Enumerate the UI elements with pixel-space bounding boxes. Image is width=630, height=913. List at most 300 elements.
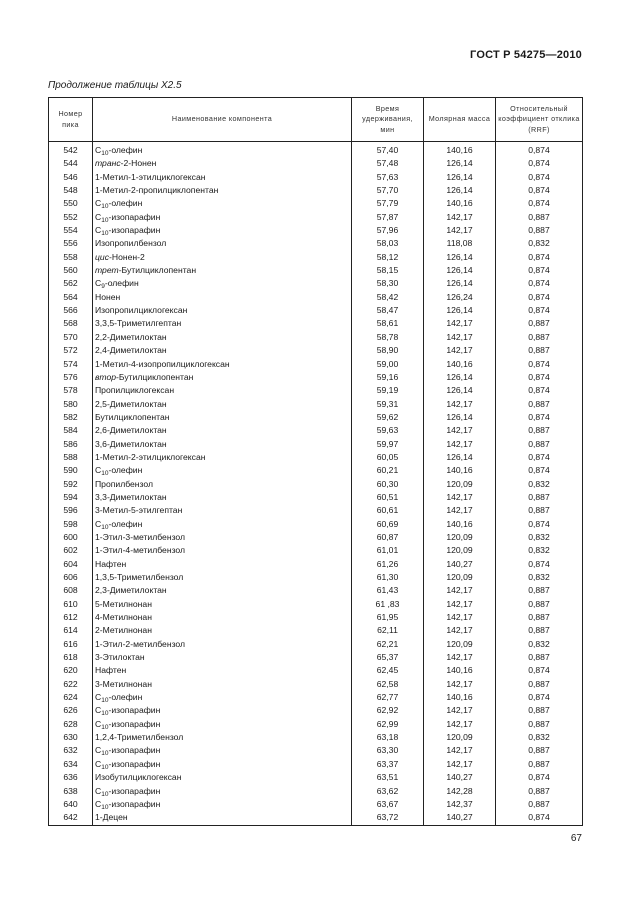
component-name-cell: 1,3,5-Триметилбензол xyxy=(93,571,352,584)
peak-number-cell: 576 xyxy=(49,371,93,384)
component-name-cell: $C_{10}$-изопарафин xyxy=(93,744,352,757)
peak-number-cell: 622 xyxy=(49,678,93,691)
rrf-cell: 0,887 xyxy=(496,491,583,504)
components-table xyxy=(48,97,583,826)
component-name-cell: 3-Метил-5-этилгептан xyxy=(93,504,352,517)
component-name-cell: Изобутилциклогексан xyxy=(93,771,352,784)
table-row xyxy=(49,744,583,757)
molar-mass-cell: 140,16 xyxy=(424,464,496,477)
column-header-component-name: Наименование компонента xyxy=(93,98,352,142)
peak-number-cell: 548 xyxy=(49,184,93,197)
retention-time-cell: 57,79 xyxy=(352,197,424,210)
table-row xyxy=(49,398,583,411)
table-row xyxy=(49,157,583,170)
peak-number-cell: 642 xyxy=(49,811,93,825)
peak-number-cell: 562 xyxy=(49,277,93,290)
molar-mass-cell: 142,17 xyxy=(424,224,496,237)
molar-mass-cell: 126,14 xyxy=(424,384,496,397)
retention-time-cell: 58,12 xyxy=(352,251,424,264)
peak-number-cell: 546 xyxy=(49,171,93,184)
component-name-cell: 2,3-Диметилоктан xyxy=(93,584,352,597)
retention-time-cell: 58,61 xyxy=(352,317,424,330)
rrf-cell: 0,874 xyxy=(496,142,583,158)
table-row xyxy=(49,184,583,197)
component-name-cell: трет-Бутилциклопентан xyxy=(93,264,352,277)
table-row xyxy=(49,651,583,664)
molar-mass-cell: 140,27 xyxy=(424,811,496,825)
molar-mass-cell: 120,09 xyxy=(424,478,496,491)
table-row xyxy=(49,571,583,584)
retention-time-cell: 60,51 xyxy=(352,491,424,504)
component-name-cell: втор-Бутилциклопентан xyxy=(93,371,352,384)
peak-number-cell: 592 xyxy=(49,478,93,491)
rrf-cell: 0,874 xyxy=(496,358,583,371)
peak-number-cell: 582 xyxy=(49,411,93,424)
retention-time-cell: 59,97 xyxy=(352,438,424,451)
molar-mass-cell: 126,14 xyxy=(424,304,496,317)
retention-time-cell: 59,31 xyxy=(352,398,424,411)
rrf-cell: 0,887 xyxy=(496,758,583,771)
table-row xyxy=(49,558,583,571)
component-name-cell: 3-Метилнонан xyxy=(93,678,352,691)
table-row xyxy=(49,211,583,224)
molar-mass-cell: 120,09 xyxy=(424,571,496,584)
molar-mass-cell: 140,27 xyxy=(424,558,496,571)
rrf-cell: 0,874 xyxy=(496,157,583,170)
component-name-cell: 1-Этил-3-метилбензол xyxy=(93,531,352,544)
rrf-cell: 0,887 xyxy=(496,624,583,637)
molar-mass-cell: 142,17 xyxy=(424,678,496,691)
retention-time-cell: 61 ,83 xyxy=(352,598,424,611)
rrf-cell: 0,887 xyxy=(496,438,583,451)
molar-mass-cell: 142,17 xyxy=(424,504,496,517)
retention-time-cell: 63,62 xyxy=(352,785,424,798)
table-row xyxy=(49,304,583,317)
table-row xyxy=(49,638,583,651)
molar-mass-cell: 118,08 xyxy=(424,237,496,250)
retention-time-cell: 57,87 xyxy=(352,211,424,224)
table-row xyxy=(49,598,583,611)
peak-number-cell: 568 xyxy=(49,317,93,330)
peak-number-cell: 552 xyxy=(49,211,93,224)
molar-mass-cell: 142,17 xyxy=(424,704,496,717)
molar-mass-cell: 140,16 xyxy=(424,358,496,371)
peak-number-cell: 618 xyxy=(49,651,93,664)
table-row xyxy=(49,771,583,784)
retention-time-cell: 61,30 xyxy=(352,571,424,584)
retention-time-cell: 59,62 xyxy=(352,411,424,424)
molar-mass-cell: 142,17 xyxy=(424,611,496,624)
molar-mass-cell: 142,17 xyxy=(424,584,496,597)
peak-number-cell: 580 xyxy=(49,398,93,411)
table-row xyxy=(49,691,583,704)
rrf-cell: 0,874 xyxy=(496,251,583,264)
rrf-cell: 0,887 xyxy=(496,651,583,664)
peak-number-cell: 600 xyxy=(49,531,93,544)
retention-time-cell: 59,16 xyxy=(352,371,424,384)
component-name-cell: 4-Метилнонан xyxy=(93,611,352,624)
component-name-cell: 2,2-Диметилоктан xyxy=(93,331,352,344)
peak-number-cell: 608 xyxy=(49,584,93,597)
table-row xyxy=(49,718,583,731)
column-header-peak-number: Номер пика xyxy=(49,98,93,142)
peak-number-cell: 584 xyxy=(49,424,93,437)
component-name-cell: 2,4-Диметилоктан xyxy=(93,344,352,357)
retention-time-cell: 65,37 xyxy=(352,651,424,664)
peak-number-cell: 620 xyxy=(49,664,93,677)
retention-time-cell: 63,67 xyxy=(352,798,424,811)
molar-mass-cell: 140,27 xyxy=(424,771,496,784)
table-row xyxy=(49,224,583,237)
component-name-cell: $C_{10}$-олефин xyxy=(93,518,352,531)
rrf-cell: 0,874 xyxy=(496,371,583,384)
peak-number-cell: 554 xyxy=(49,224,93,237)
retention-time-cell: 57,96 xyxy=(352,224,424,237)
component-name-cell: 3-Этилоктан xyxy=(93,651,352,664)
rrf-cell: 0,887 xyxy=(496,798,583,811)
table-row xyxy=(49,678,583,691)
peak-number-cell: 602 xyxy=(49,544,93,557)
molar-mass-cell: 140,16 xyxy=(424,691,496,704)
component-name-cell: 2,5-Диметилоктан xyxy=(93,398,352,411)
peak-number-cell: 640 xyxy=(49,798,93,811)
rrf-cell: 0,887 xyxy=(496,611,583,624)
rrf-cell: 0,874 xyxy=(496,811,583,825)
molar-mass-cell: 142,17 xyxy=(424,718,496,731)
table-row xyxy=(49,664,583,677)
component-name-cell: 1-Метил-2-этилциклогексан xyxy=(93,451,352,464)
retention-time-cell: 58,03 xyxy=(352,237,424,250)
peak-number-cell: 566 xyxy=(49,304,93,317)
rrf-cell: 0,874 xyxy=(496,304,583,317)
molar-mass-cell: 120,09 xyxy=(424,638,496,651)
retention-time-cell: 57,63 xyxy=(352,171,424,184)
rrf-cell: 0,887 xyxy=(496,678,583,691)
component-name-cell: 1,2,4-Триметилбензол xyxy=(93,731,352,744)
rrf-cell: 0,832 xyxy=(496,478,583,491)
component-name-cell: $C_{10}$-изопарафин xyxy=(93,224,352,237)
table-row xyxy=(49,438,583,451)
retention-time-cell: 63,72 xyxy=(352,811,424,825)
component-name-cell: 1-Децен xyxy=(93,811,352,825)
molar-mass-cell: 142,17 xyxy=(424,438,496,451)
molar-mass-cell: 126,14 xyxy=(424,371,496,384)
retention-time-cell: 59,63 xyxy=(352,424,424,437)
rrf-cell: 0,874 xyxy=(496,277,583,290)
peak-number-cell: 564 xyxy=(49,291,93,304)
molar-mass-cell: 142,17 xyxy=(424,598,496,611)
peak-number-cell: 560 xyxy=(49,264,93,277)
retention-time-cell: 62,11 xyxy=(352,624,424,637)
retention-time-cell: 61,95 xyxy=(352,611,424,624)
retention-time-cell: 63,30 xyxy=(352,744,424,757)
rrf-cell: 0,874 xyxy=(496,384,583,397)
retention-time-cell: 60,87 xyxy=(352,531,424,544)
peak-number-cell: 610 xyxy=(49,598,93,611)
component-name-cell: Пропилбензол xyxy=(93,478,352,491)
retention-time-cell: 62,92 xyxy=(352,704,424,717)
component-name-cell: 5-Метилнонан xyxy=(93,598,352,611)
molar-mass-cell: 142,17 xyxy=(424,651,496,664)
peak-number-cell: 570 xyxy=(49,331,93,344)
peak-number-cell: 624 xyxy=(49,691,93,704)
component-name-cell: 1-Метил-1-этилциклогексан xyxy=(93,171,352,184)
table-row xyxy=(49,237,583,250)
molar-mass-cell: 142,37 xyxy=(424,798,496,811)
table-row xyxy=(49,371,583,384)
retention-time-cell: 61,01 xyxy=(352,544,424,557)
retention-time-cell: 58,30 xyxy=(352,277,424,290)
component-name-cell: $C_{10}$-олефин xyxy=(93,464,352,477)
rrf-cell: 0,887 xyxy=(496,718,583,731)
table-row xyxy=(49,798,583,811)
retention-time-cell: 57,70 xyxy=(352,184,424,197)
rrf-cell: 0,887 xyxy=(496,584,583,597)
table-row xyxy=(49,584,583,597)
component-name-cell: 2-Метилнонан xyxy=(93,624,352,637)
component-name-cell: 1-Метил-4-изопропилциклогексан xyxy=(93,358,352,371)
table-row xyxy=(49,197,583,210)
page-number: 67 xyxy=(570,833,582,844)
molar-mass-cell: 142,17 xyxy=(424,344,496,357)
peak-number-cell: 550 xyxy=(49,197,93,210)
component-name-cell: Нафтен xyxy=(93,664,352,677)
rrf-cell: 0,874 xyxy=(496,691,583,704)
component-name-cell: транс-2-Нонен xyxy=(93,157,352,170)
component-name-cell: 3,6-Диметилоктан xyxy=(93,438,352,451)
retention-time-cell: 57,40 xyxy=(352,142,424,158)
molar-mass-cell: 126,14 xyxy=(424,251,496,264)
table-row xyxy=(49,491,583,504)
component-name-cell: $C_{10}$-олефин xyxy=(93,691,352,704)
rrf-cell: 0,874 xyxy=(496,291,583,304)
peak-number-cell: 634 xyxy=(49,758,93,771)
rrf-cell: 0,832 xyxy=(496,531,583,544)
molar-mass-cell: 142,28 xyxy=(424,785,496,798)
component-name-cell: $C_{10}$-олефин xyxy=(93,197,352,210)
rrf-cell: 0,874 xyxy=(496,771,583,784)
rrf-cell: 0,874 xyxy=(496,558,583,571)
column-header-rrf: Относительный коэффициент отклика (RRF) xyxy=(496,98,583,142)
rrf-cell: 0,874 xyxy=(496,664,583,677)
peak-number-cell: 590 xyxy=(49,464,93,477)
component-name-cell: 3,3-Диметилоктан xyxy=(93,491,352,504)
peak-number-cell: 586 xyxy=(49,438,93,451)
rrf-cell: 0,874 xyxy=(496,518,583,531)
table-body xyxy=(49,142,583,826)
table-row xyxy=(49,704,583,717)
retention-time-cell: 63,18 xyxy=(352,731,424,744)
table-row xyxy=(49,518,583,531)
table-row xyxy=(49,142,583,158)
rrf-cell: 0,887 xyxy=(496,598,583,611)
table-row xyxy=(49,611,583,624)
molar-mass-cell: 142,17 xyxy=(424,491,496,504)
peak-number-cell: 558 xyxy=(49,251,93,264)
molar-mass-cell: 120,09 xyxy=(424,544,496,557)
rrf-cell: 0,874 xyxy=(496,264,583,277)
retention-time-cell: 59,00 xyxy=(352,358,424,371)
rrf-cell: 0,832 xyxy=(496,731,583,744)
molar-mass-cell: 142,17 xyxy=(424,624,496,637)
table-row xyxy=(49,291,583,304)
table-row xyxy=(49,731,583,744)
peak-number-cell: 556 xyxy=(49,237,93,250)
peak-number-cell: 630 xyxy=(49,731,93,744)
molar-mass-cell: 142,17 xyxy=(424,331,496,344)
table-row xyxy=(49,277,583,290)
rrf-cell: 0,832 xyxy=(496,571,583,584)
peak-number-cell: 626 xyxy=(49,704,93,717)
retention-time-cell: 63,37 xyxy=(352,758,424,771)
retention-time-cell: 58,42 xyxy=(352,291,424,304)
peak-number-cell: 544 xyxy=(49,157,93,170)
retention-time-cell: 62,21 xyxy=(352,638,424,651)
table-row xyxy=(49,358,583,371)
component-name-cell: 1-Этил-4-метилбензол xyxy=(93,544,352,557)
peak-number-cell: 594 xyxy=(49,491,93,504)
retention-time-cell: 63,51 xyxy=(352,771,424,784)
peak-number-cell: 632 xyxy=(49,744,93,757)
peak-number-cell: 572 xyxy=(49,344,93,357)
molar-mass-cell: 142,17 xyxy=(424,758,496,771)
retention-time-cell: 62,77 xyxy=(352,691,424,704)
table-row xyxy=(49,331,583,344)
table-row xyxy=(49,758,583,771)
rrf-cell: 0,874 xyxy=(496,451,583,464)
table-row xyxy=(49,478,583,491)
component-name-cell: $C_{10}$-олефин xyxy=(93,142,352,158)
molar-mass-cell: 126,14 xyxy=(424,277,496,290)
column-header-retention-time: Время удерживания, мин xyxy=(352,98,424,142)
component-name-cell: Нонен xyxy=(93,291,352,304)
table-row xyxy=(49,451,583,464)
component-name-cell: цис-Нонен-2 xyxy=(93,251,352,264)
rrf-cell: 0,874 xyxy=(496,197,583,210)
molar-mass-cell: 126,14 xyxy=(424,184,496,197)
table-row xyxy=(49,264,583,277)
peak-number-cell: 578 xyxy=(49,384,93,397)
molar-mass-cell: 142,17 xyxy=(424,317,496,330)
molar-mass-cell: 120,09 xyxy=(424,731,496,744)
peak-number-cell: 598 xyxy=(49,518,93,531)
retention-time-cell: 60,21 xyxy=(352,464,424,477)
peak-number-cell: 604 xyxy=(49,558,93,571)
peak-number-cell: 596 xyxy=(49,504,93,517)
peak-number-cell: 638 xyxy=(49,785,93,798)
rrf-cell: 0,887 xyxy=(496,744,583,757)
rrf-cell: 0,874 xyxy=(496,464,583,477)
molar-mass-cell: 126,24 xyxy=(424,291,496,304)
molar-mass-cell: 120,09 xyxy=(424,531,496,544)
molar-mass-cell: 126,14 xyxy=(424,264,496,277)
table-caption: Продолжение таблицы Х2.5 xyxy=(48,80,182,91)
rrf-cell: 0,874 xyxy=(496,184,583,197)
component-name-cell: 1-Этил-2-метилбензол xyxy=(93,638,352,651)
table-row xyxy=(49,424,583,437)
molar-mass-cell: 142,17 xyxy=(424,744,496,757)
molar-mass-cell: 126,14 xyxy=(424,171,496,184)
molar-mass-cell: 140,16 xyxy=(424,142,496,158)
document-standard-number: ГОСТ Р 54275—2010 xyxy=(470,49,582,61)
retention-time-cell: 60,05 xyxy=(352,451,424,464)
molar-mass-cell: 142,17 xyxy=(424,424,496,437)
table-row xyxy=(49,811,583,825)
retention-time-cell: 62,58 xyxy=(352,678,424,691)
component-name-cell: Бутилциклопентан xyxy=(93,411,352,424)
component-name-cell: $C_{10}$-изопарафин xyxy=(93,758,352,771)
molar-mass-cell: 142,17 xyxy=(424,398,496,411)
retention-time-cell: 62,45 xyxy=(352,664,424,677)
retention-time-cell: 60,61 xyxy=(352,504,424,517)
molar-mass-cell: 126,14 xyxy=(424,157,496,170)
molar-mass-cell: 126,14 xyxy=(424,411,496,424)
component-name-cell: $C_{10}$-изопарафин xyxy=(93,798,352,811)
rrf-cell: 0,874 xyxy=(496,411,583,424)
table-row xyxy=(49,344,583,357)
peak-number-cell: 628 xyxy=(49,718,93,731)
rrf-cell: 0,887 xyxy=(496,211,583,224)
peak-number-cell: 606 xyxy=(49,571,93,584)
peak-number-cell: 542 xyxy=(49,142,93,158)
rrf-cell: 0,832 xyxy=(496,638,583,651)
retention-time-cell: 58,15 xyxy=(352,264,424,277)
rrf-cell: 0,887 xyxy=(496,331,583,344)
component-name-cell: $C_{10}$-изопарафин xyxy=(93,211,352,224)
component-name-cell: $C_9$-олефин xyxy=(93,277,352,290)
table-row xyxy=(49,317,583,330)
component-name-cell: Нафтен xyxy=(93,558,352,571)
peak-number-cell: 588 xyxy=(49,451,93,464)
molar-mass-cell: 142,17 xyxy=(424,211,496,224)
retention-time-cell: 60,30 xyxy=(352,478,424,491)
table-row xyxy=(49,504,583,517)
component-name-cell: $C_{10}$-изопарафин xyxy=(93,704,352,717)
table-row xyxy=(49,411,583,424)
table-row xyxy=(49,171,583,184)
component-name-cell: Изопропилбензол xyxy=(93,237,352,250)
component-name-cell: $C_{10}$-изопарафин xyxy=(93,718,352,731)
rrf-cell: 0,887 xyxy=(496,704,583,717)
retention-time-cell: 59,19 xyxy=(352,384,424,397)
component-name-cell: 1-Метил-2-пропилциклопентан xyxy=(93,184,352,197)
rrf-cell: 0,887 xyxy=(496,344,583,357)
rrf-cell: 0,887 xyxy=(496,398,583,411)
retention-time-cell: 58,90 xyxy=(352,344,424,357)
component-name-cell: Пропилциклогексан xyxy=(93,384,352,397)
rrf-cell: 0,887 xyxy=(496,785,583,798)
peak-number-cell: 614 xyxy=(49,624,93,637)
rrf-cell: 0,887 xyxy=(496,317,583,330)
retention-time-cell: 60,69 xyxy=(352,518,424,531)
molar-mass-cell: 140,16 xyxy=(424,518,496,531)
component-name-cell: Изопропилциклогексан xyxy=(93,304,352,317)
retention-time-cell: 61,26 xyxy=(352,558,424,571)
table-row xyxy=(49,624,583,637)
table-row xyxy=(49,531,583,544)
header-row xyxy=(49,98,583,142)
table-row xyxy=(49,384,583,397)
retention-time-cell: 62,99 xyxy=(352,718,424,731)
table-row xyxy=(49,251,583,264)
table-row xyxy=(49,785,583,798)
retention-time-cell: 58,47 xyxy=(352,304,424,317)
rrf-cell: 0,887 xyxy=(496,224,583,237)
peak-number-cell: 612 xyxy=(49,611,93,624)
table-row xyxy=(49,544,583,557)
component-name-cell: 2,6-Диметилоктан xyxy=(93,424,352,437)
peak-number-cell: 616 xyxy=(49,638,93,651)
